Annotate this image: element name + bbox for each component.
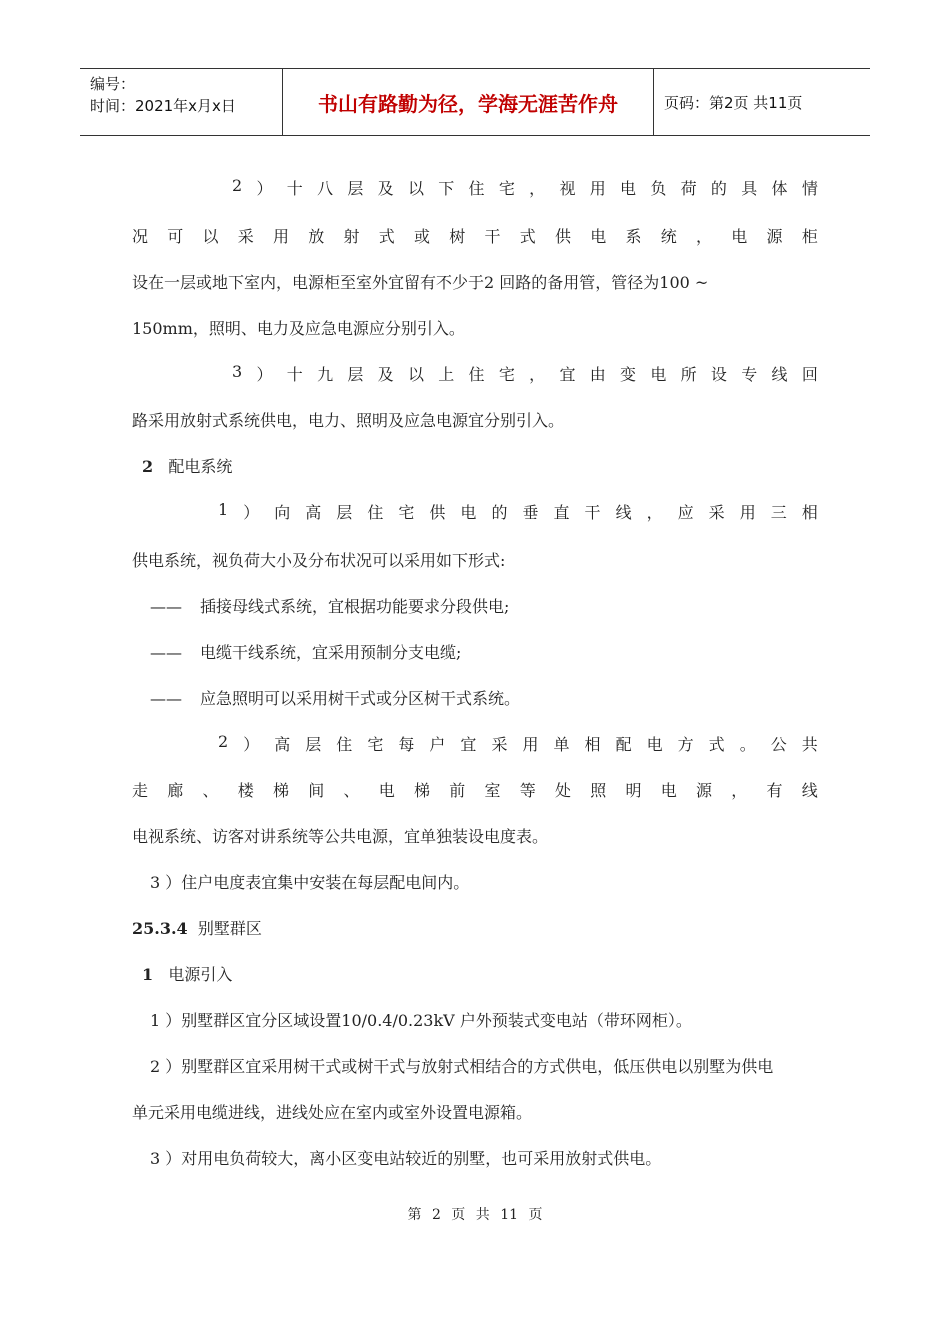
- text-token: 式: [519, 227, 536, 246]
- heading-power-text: 电源引入: [168, 965, 233, 984]
- text-token: 住: [468, 365, 485, 384]
- p1-line3: 设在一层或地下室内，电源柜至室外宜留有不少于2 回路的备用管，管径为100 ~: [132, 273, 709, 292]
- text-token: 干: [484, 227, 501, 246]
- text-token: 前: [449, 781, 466, 800]
- text-token: 回: [801, 365, 818, 384]
- text-token: 采: [491, 735, 508, 754]
- text-token: 层: [347, 365, 364, 384]
- text-token: 电: [731, 227, 748, 246]
- text-token: 1: [218, 500, 229, 519]
- text-token: 式: [708, 735, 725, 754]
- text-token: 线: [801, 781, 818, 800]
- text-token: 三: [770, 503, 787, 522]
- text-token: 向: [274, 503, 291, 522]
- p3-line2: 供电系统，视负荷大小及分布状况可以采用如下形式:: [132, 551, 506, 570]
- text-token: 或: [414, 227, 431, 246]
- text-token: 及: [377, 365, 394, 384]
- text-token: 及: [377, 179, 394, 198]
- bullet-1: [150, 594, 509, 617]
- text-token: ）: [256, 179, 273, 198]
- text-token: 户: [429, 735, 446, 754]
- text-token: 层: [336, 503, 353, 522]
- p4-line3: 电视系统、访客对讲系统等公共电源，宜单独装设电度表。: [132, 827, 549, 846]
- page-header: [80, 68, 870, 136]
- text-token: 、: [343, 781, 360, 800]
- text-token: ）: [256, 365, 273, 384]
- text-token: 2: [232, 176, 243, 195]
- bullet-2-dash: ——: [150, 643, 182, 662]
- text-token: 统: [660, 227, 677, 246]
- text-token: 宜: [559, 365, 576, 384]
- text-token: 梯: [414, 781, 431, 800]
- text-token: 十: [286, 365, 303, 384]
- text-token: 九: [317, 365, 334, 384]
- p2-line2: 路采用放射式系统供电，电力、照明及应急电源宜分别引入。: [132, 411, 565, 430]
- text-token: 梯: [273, 781, 290, 800]
- section-number: 25.3.4: [132, 919, 188, 938]
- text-token: 住: [336, 735, 353, 754]
- text-token: 用: [589, 179, 606, 198]
- heading-distribution-text: 配电系统: [168, 457, 233, 476]
- text-token: 供: [555, 227, 572, 246]
- text-token: 宜: [460, 735, 477, 754]
- p5: 3 ）住户电度表宜集中安装在每层配电间内。: [150, 873, 470, 892]
- text-token: 十: [286, 179, 303, 198]
- text-token: 采: [237, 227, 254, 246]
- text-token: 电: [620, 179, 637, 198]
- text-token: 相: [584, 735, 601, 754]
- text-token: 源: [696, 781, 713, 800]
- text-token: 以: [407, 365, 424, 384]
- text-token: 公: [770, 735, 787, 754]
- text-token: 宅: [498, 365, 515, 384]
- bullet-3: [150, 686, 520, 709]
- text-token: 情: [801, 179, 818, 198]
- header-motto: 书山有路勤为径，学海无涯苦作舟: [282, 69, 654, 135]
- heading-power-number: 1: [142, 965, 154, 984]
- text-token: 变: [620, 365, 637, 384]
- text-token: 线: [615, 503, 632, 522]
- text-token: 射: [343, 227, 360, 246]
- p7-line2: 单元采用电缆进线，进线处应在室内或室外设置电源箱。: [132, 1103, 533, 1122]
- text-token: ）: [243, 503, 260, 522]
- text-token: 明: [625, 781, 642, 800]
- text-token: 用: [273, 227, 290, 246]
- text-token: 等: [519, 781, 536, 800]
- text-token: 况: [132, 227, 149, 246]
- text-token: 放: [308, 227, 325, 246]
- bullet-3-dash: ——: [150, 689, 182, 708]
- text-token: 共: [801, 735, 818, 754]
- heading-distribution: [142, 454, 232, 477]
- text-token: 用: [522, 735, 539, 754]
- text-token: 设: [710, 365, 727, 384]
- p6: 1 ）别墅群区宜分区域设置10/0.4/0.23kV 户外预装式变电站（带环网柜）。: [150, 1011, 692, 1030]
- text-token: 照: [590, 781, 607, 800]
- text-token: 有: [766, 781, 783, 800]
- text-token: 相: [801, 503, 818, 522]
- text-token: ，: [646, 503, 663, 522]
- bullet-2-text: 电缆干线系统，宜采用预制分支电缆;: [200, 643, 462, 662]
- text-token: 2: [218, 732, 229, 751]
- p7-line1: 2 ）别墅群区宜采用树干式或树干式与放射式相结合的方式供电，低压供电以别墅为供电: [150, 1057, 774, 1076]
- text-token: 电: [660, 781, 677, 800]
- text-token: 处: [555, 781, 572, 800]
- text-token: 楼: [237, 781, 254, 800]
- text-token: 树: [449, 227, 466, 246]
- text-token: 以: [407, 179, 424, 198]
- text-token: 视: [559, 179, 576, 198]
- text-token: 。: [739, 735, 756, 754]
- text-token: 柜: [801, 227, 818, 246]
- text-token: 源: [766, 227, 783, 246]
- text-token: 专: [741, 365, 758, 384]
- text-token: 的: [710, 179, 727, 198]
- text-token: 体: [771, 179, 788, 198]
- text-token: 电: [646, 735, 663, 754]
- text-token: ，: [696, 227, 713, 246]
- p4-line2: [132, 778, 818, 801]
- text-token: 电: [650, 365, 667, 384]
- text-token: 层: [347, 179, 364, 198]
- text-token: 3: [232, 362, 243, 381]
- text-token: 系: [625, 227, 642, 246]
- section-heading: [132, 916, 262, 939]
- text-token: 八: [317, 179, 334, 198]
- text-token: 荷: [680, 179, 697, 198]
- p8: 3 ）对用电负荷较大，离小区变电站较近的别墅，也可采用放射式供电。: [150, 1149, 662, 1168]
- header-number-label: 编号：: [90, 75, 136, 93]
- text-token: 电: [378, 781, 395, 800]
- text-token: ，: [529, 179, 546, 198]
- p2-line1: [232, 362, 818, 385]
- text-token: 干: [584, 503, 601, 522]
- header-meta: [80, 69, 282, 135]
- text-token: 住: [367, 503, 384, 522]
- bullet-2: [150, 640, 461, 663]
- text-token: 住: [468, 179, 485, 198]
- text-token: 的: [491, 503, 508, 522]
- bullet-1-dash: ——: [150, 597, 182, 616]
- p1-line1: [232, 176, 818, 199]
- text-token: 直: [553, 503, 570, 522]
- p1-line4: 150mm，照明、电力及应急电源应分别引入。: [132, 319, 465, 338]
- page-footer: 第 2 页 共 11 页: [407, 1207, 543, 1223]
- text-token: 宅: [498, 179, 515, 198]
- text-token: 供: [429, 503, 446, 522]
- text-token: 由: [589, 365, 606, 384]
- header-time-label: 时间：2021年x月x日: [90, 97, 236, 115]
- text-token: ，: [731, 781, 748, 800]
- p4-line1: [218, 732, 818, 755]
- text-token: 层: [305, 735, 322, 754]
- text-token: 走: [132, 781, 149, 800]
- text-token: 下: [438, 179, 455, 198]
- p3-line1: [218, 500, 818, 523]
- text-token: 电: [590, 227, 607, 246]
- text-token: ，: [529, 365, 546, 384]
- text-token: 宅: [398, 503, 415, 522]
- text-token: 方: [677, 735, 694, 754]
- bullet-1-text: 插接母线式系统，宜根据功能要求分段供电;: [200, 597, 510, 616]
- text-token: 高: [274, 735, 291, 754]
- text-token: 线: [771, 365, 788, 384]
- text-token: 应: [677, 503, 694, 522]
- text-token: 用: [739, 503, 756, 522]
- text-token: 负: [650, 179, 667, 198]
- text-token: 廊: [167, 781, 184, 800]
- p1-line2: [132, 224, 818, 247]
- text-token: 垂: [522, 503, 539, 522]
- text-token: 高: [305, 503, 322, 522]
- bullet-3-text: 应急照明可以采用树干式或分区树干式系统。: [200, 689, 521, 708]
- header-page-info: 页码：第2页 共11页: [664, 93, 803, 112]
- section-title: 别墅群区: [197, 919, 262, 938]
- text-token: 所: [680, 365, 697, 384]
- text-token: 具: [741, 179, 758, 198]
- text-token: 、: [202, 781, 219, 800]
- text-token: 可: [167, 227, 184, 246]
- text-token: 宅: [367, 735, 384, 754]
- text-token: 室: [484, 781, 501, 800]
- text-token: 间: [308, 781, 325, 800]
- heading-power-intro: [142, 962, 232, 985]
- text-token: 每: [398, 735, 415, 754]
- text-token: 单: [553, 735, 570, 754]
- text-token: 上: [438, 365, 455, 384]
- text-token: 以: [202, 227, 219, 246]
- text-token: 采: [708, 503, 725, 522]
- text-token: 式: [378, 227, 395, 246]
- text-token: 电: [460, 503, 477, 522]
- text-token: ）: [243, 735, 260, 754]
- text-token: 配: [615, 735, 632, 754]
- heading-distribution-number: 2: [142, 457, 154, 476]
